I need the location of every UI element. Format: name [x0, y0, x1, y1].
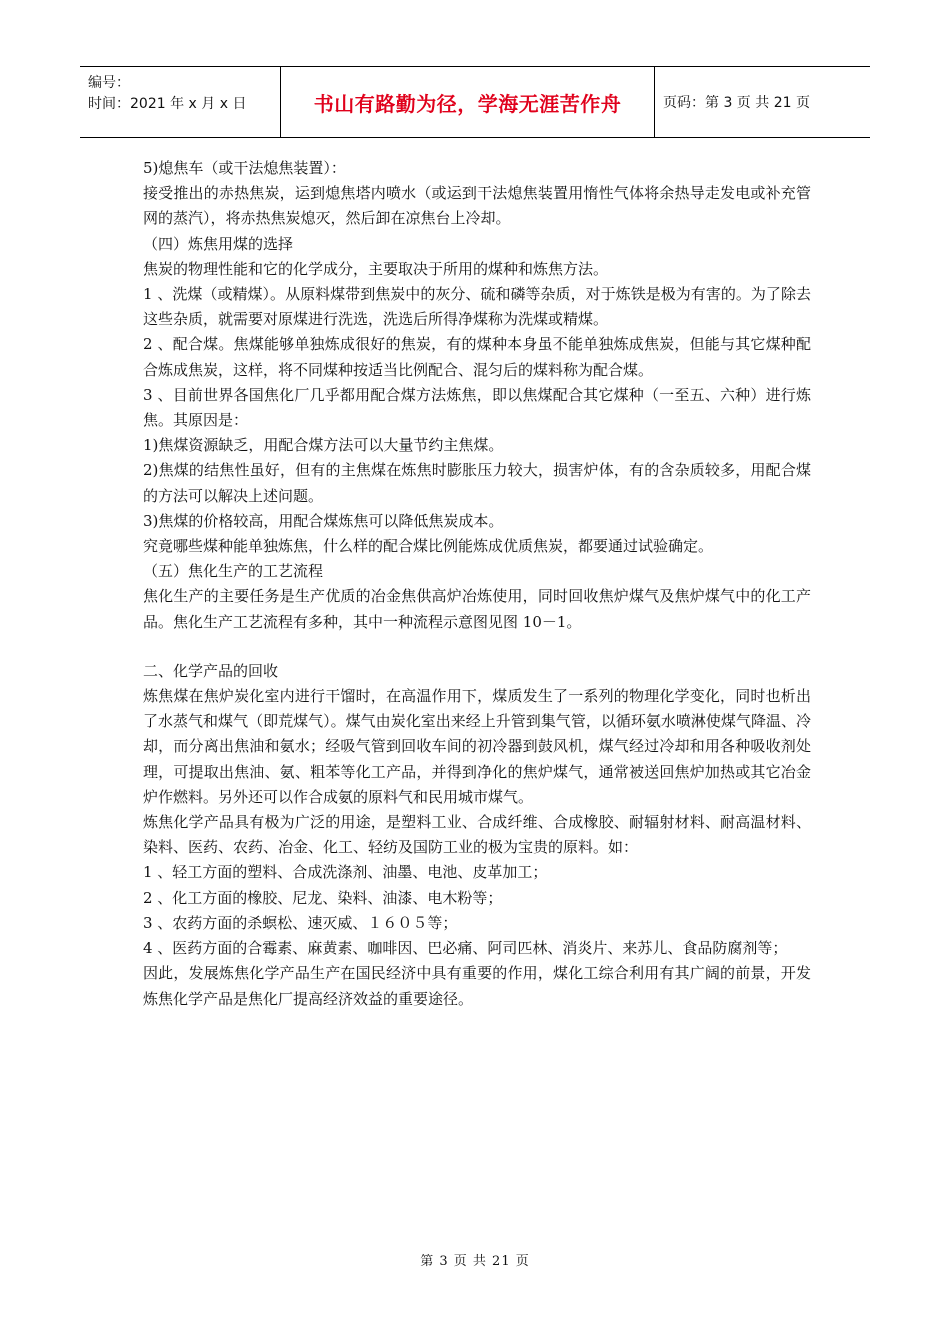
- page-header: [80, 66, 870, 138]
- header-meta: [80, 67, 280, 137]
- document-number-label: 编号：: [88, 75, 130, 91]
- paragraph: 究竟哪些煤种能单独炼焦，什么样的配合煤比例能炼成优质焦炭，都要通过试验确定。: [143, 537, 714, 556]
- header-motto: 书山有路勤为径，学海无涯苦作舟: [280, 67, 655, 137]
- header-page-code: 页码：第 3 页 共 21 页: [663, 95, 810, 111]
- document-body: [143, 156, 811, 1012]
- list-item: 4 、医药方面的合霉素、麻黄素、咖啡因、巴必痛、阿司匹林、消炎片、来苏儿、食品防腐剂等；: [143, 939, 788, 958]
- document-date-label: 时间：2021 年 x 月 x 日: [88, 96, 247, 112]
- paragraph: 1)焦煤资源缺乏，用配合煤方法可以大量节约主焦煤。: [143, 436, 504, 455]
- paragraph: 2)焦煤的结焦性虽好，但有的主焦煤在炼焦时膨胀压力较大，损害炉体，有的含杂质较多，用配合煤的方法可以解决上述问题。: [143, 461, 811, 505]
- paragraph: 因此，发展炼焦化学产品生产在国民经济中具有重要的作用，煤化工综合利用有其广阔的前景，开发炼焦化学产品是焦化厂提高经济效益的重要途径。: [143, 964, 811, 1008]
- section-heading: 二、化学产品的回收: [143, 661, 279, 680]
- paragraph-gap: [143, 635, 811, 659]
- list-item: 2 、化工方面的橡胶、尼龙、染料、油漆、电木粉等；: [143, 888, 503, 907]
- paragraph: 2 、配合煤。焦煤能够单独炼成很好的焦炭，有的煤种本身虽不能单独炼成焦炭，但能与其它煤种配合炼成焦炭，这样，将不同煤种按适当比例配合、混匀后的煤料称为配合煤。: [143, 335, 811, 379]
- paragraph: 焦炭的物理性能和它的化学成分，主要取决于所用的煤种和炼焦方法。: [143, 259, 609, 278]
- paragraph: 1 、洗煤（或精煤）。从原料煤带到焦炭中的灰分、硫和磷等杂质，对于炼铁是极为有害的。为了除去这些杂质，就需要对原煤进行洗选，洗选后所得净煤称为洗煤或精煤。: [143, 285, 811, 329]
- paragraph: 3)焦煤的价格较高，用配合煤炼焦可以降低焦炭成本。: [143, 511, 504, 530]
- paragraph: 接受推出的赤热焦炭，运到熄焦塔内喷水（或运到干法熄焦装置用惰性气体将余热导走发电或补充管网的蒸汽），将赤热焦炭熄灭，然后卸在凉焦台上冷却。: [143, 184, 811, 228]
- paragraph: 5)熄焦车（或干法熄焦装置）：: [143, 159, 346, 177]
- section-heading: （四）炼焦用煤的选择: [143, 234, 294, 253]
- section-heading: （五）焦化生产的工艺流程: [143, 562, 324, 581]
- paragraph: 炼焦煤在焦炉炭化室内进行干馏时，在高温作用下，煤质发生了一系列的物理化学变化，同时也析出了水蒸气和煤气（即荒煤气）。煤气由炭化室出来经上升管到集气管，以循环氨水喷淋使煤气降温、冷却，而分离出焦油和氨水；经吸气管到回收车间的初冷器到鼓风机，煤气经过冷却和用各种吸收剂处理，可提取出焦油、氨、粗苯等化工产品，并得到净化的焦炉煤气，通常被送回焦炉加热或其它冶金炉作燃料。另外还可以作合成氨的原料气和民用城市煤气。: [143, 687, 811, 806]
- paragraph: 炼焦化学产品具有极为广泛的用途，是塑料工业、合成纤维、合成橡胶、耐辐射材料、耐高温材料、染料、医药、农药、冶金、化工、轻纺及国防工业的极为宝贵的原料。如：: [143, 813, 811, 857]
- paragraph: 3 、目前世界各国焦化厂几乎都用配合煤方法炼焦，即以焦煤配合其它煤种（一至五、六种）进行炼焦。其原因是：: [143, 385, 811, 430]
- paragraph: 焦化生产的主要任务是生产优质的冶金焦供高炉冶炼使用，同时回收焦炉煤气及焦炉煤气中的化工产品。焦化生产工艺流程有多种，其中一种流程示意图见图 10－1。: [143, 587, 811, 631]
- page-footer: 第 3 页 共 21 页: [420, 1254, 530, 1269]
- list-item: 1 、轻工方面的塑料、合成洗涤剂、油墨、电池、皮革加工；: [143, 863, 548, 882]
- list-item: 3 、农药方面的杀螟松、速灭威、１６０５等；: [143, 913, 458, 932]
